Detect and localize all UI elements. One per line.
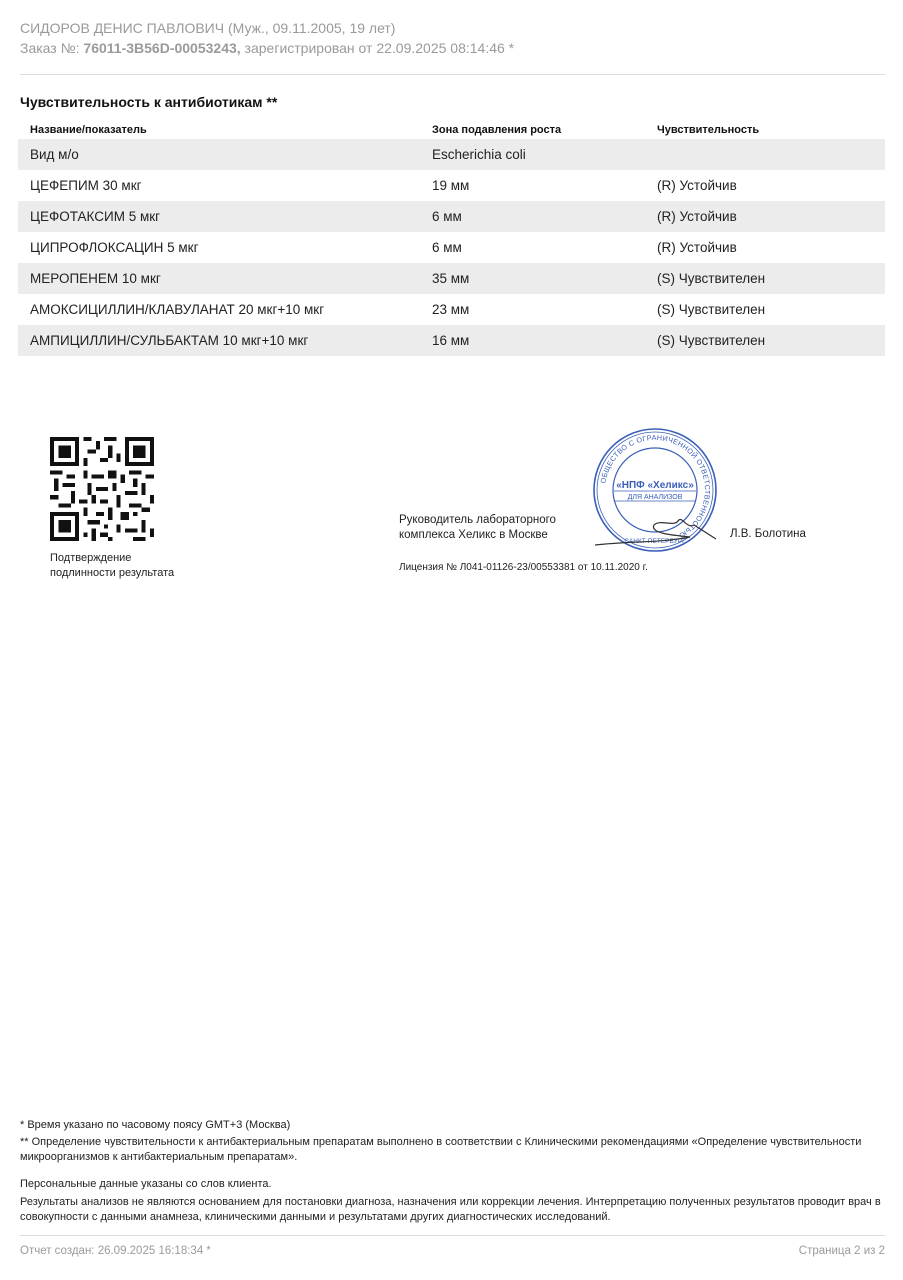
page-number: Страница 2 из 2 <box>798 1245 885 1257</box>
disclaimer-note: Результаты анализов не являются основанием для постановки диагноза, назначения или коррекции лечения. Интерпретацию полученных результатов проводит врач в совокупности с данными анамнеза, клиническими данными и результатами других диагностических исследований. <box>20 1196 881 1223</box>
order-number: 76011-3B56D-00053243, <box>83 40 241 56</box>
report-created: Отчет создан: 26.09.2025 16:18:34 * <box>20 1245 211 1257</box>
section-title: Чувствительность к антибиотикам ** <box>20 94 278 110</box>
qr-caption-line: подлинности результата <box>50 567 175 579</box>
table-cell: ЦЕФЕПИМ 30 мкг <box>30 178 142 193</box>
table-cell: (R) Устойчив <box>657 240 737 255</box>
table-header-row <box>18 121 885 139</box>
table-row <box>18 201 885 232</box>
table-row <box>18 139 885 170</box>
table-cell: (S) Чувствителен <box>645 263 885 294</box>
personal-data-note: Персональные данные указаны со слов клиента. <box>20 1178 272 1190</box>
role-line: Руководитель лабораторного <box>399 514 556 526</box>
footnotes <box>20 1118 885 1231</box>
qr-caption <box>50 551 174 581</box>
qr-caption-line: Подтверждение <box>50 552 132 564</box>
antibiotic-table <box>18 121 885 356</box>
order-suffix: зарегистрирован от 22.09.2025 08:14:46 * <box>240 40 515 56</box>
table-row <box>18 325 885 356</box>
table-row <box>18 232 885 263</box>
method-footnote: ** Определение чувствительности к антибактериальным препаратам выполнено в соответствии с Клиническими рекомендациями «Определение чувствительности микроорганизмов к антибактериальным препаратам». <box>20 1136 862 1163</box>
order-line <box>20 38 514 58</box>
table-cell: 6 мм <box>432 240 462 255</box>
role-line: комплекса Хеликс в Москве <box>399 529 548 541</box>
table-cell: Вид м/о <box>18 139 420 170</box>
time-footnote: * Время указано по часовому поясу GMT+3 (Москва) <box>20 1119 291 1131</box>
patient-line: СИДОРОВ ДЕНИС ПАВЛОВИЧ (Муж., 09.11.2005, 19 лет) <box>20 20 396 36</box>
signer-role <box>399 513 556 543</box>
order-prefix: Заказ №: <box>20 40 84 56</box>
table-cell: (R) Устойчив <box>645 201 885 232</box>
table-cell: МЕРОПЕНЕМ 10 мкг <box>18 263 420 294</box>
table-cell: 6 мм <box>420 201 645 232</box>
table-cell: 16 мм <box>420 325 645 356</box>
table-cell: АМПИЦИЛЛИН/СУЛЬБАКТАМ 10 мкг+10 мкг <box>18 325 420 356</box>
header-divider <box>20 74 885 75</box>
table-row <box>18 263 885 294</box>
footer-divider <box>20 1235 885 1236</box>
stamp-ring-text: ОБЩЕСТВО С ОГРАНИЧЕННОЙ ОТВЕТСТВЕННОСТЬЮ <box>598 432 713 541</box>
table-cell: 19 мм <box>432 178 470 193</box>
table-row <box>18 170 885 201</box>
qr-code[interactable] <box>50 437 154 541</box>
license-text: Лицензия № Л041-01126-23/00553381 от 10.11.2020 г. <box>399 562 648 573</box>
table-cell <box>645 139 885 170</box>
signer-name: Л.В. Болотина <box>730 528 806 540</box>
stamp-sub: ДЛЯ АНАЛИЗОВ <box>627 494 683 501</box>
table-cell: ЦЕФОТАКСИМ 5 мкг <box>18 201 420 232</box>
stamp-city: САНКТ-ПЕТЕРБУРГ <box>624 538 686 545</box>
table-cell: АМОКСИЦИЛЛИН/КЛАВУЛАНАТ 20 мкг+10 мкг <box>30 302 325 317</box>
table-cell: 23 мм <box>432 302 470 317</box>
table-cell: (R) Устойчив <box>657 178 737 193</box>
stamp-name: «НПФ «Хеликс» <box>616 480 694 491</box>
table-cell: ЦИПРОФЛОКСАЦИН 5 мкг <box>30 240 199 255</box>
column-header: Название/показатель <box>30 124 147 136</box>
lab-stamp <box>590 425 720 555</box>
table-row <box>18 294 885 325</box>
table-cell: Escherichia coli <box>420 139 645 170</box>
report-header <box>20 18 514 58</box>
table-cell: 35 мм <box>420 263 645 294</box>
column-header: Чувствительность <box>657 124 760 136</box>
table-cell: (S) Чувствителен <box>645 325 885 356</box>
table-cell: (S) Чувствителен <box>657 302 766 317</box>
column-header: Зона подавления роста <box>432 124 562 136</box>
